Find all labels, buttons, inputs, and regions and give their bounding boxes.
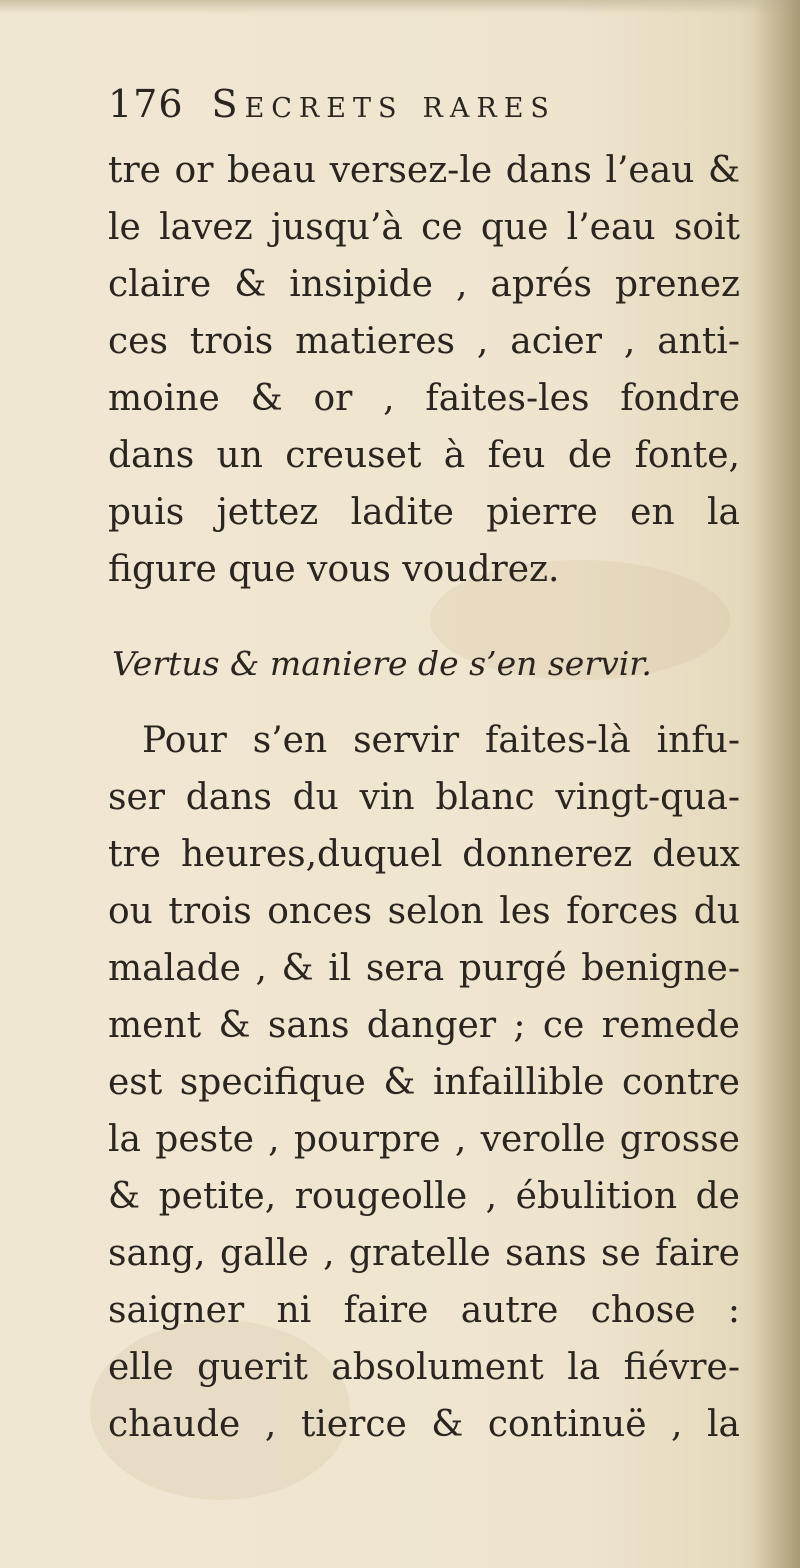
text-line: ou trois onces selon les forces du [108, 891, 740, 932]
spacer [108, 694, 740, 712]
text-block [108, 82, 740, 1453]
page-gutter-shadow [754, 0, 800, 1568]
text-line: ces trois matieres , acier , anti- [108, 321, 740, 362]
page-top-edge [0, 0, 800, 14]
text-line: le lavez jusqu’à ce que l’eau soit [108, 207, 740, 248]
text-line: puis jettez ladite pierre en la [108, 492, 740, 533]
text-line: malade , & il sera purgé benigne- [108, 948, 740, 989]
text-line: & petite, rougeolle , ébulition de [108, 1176, 740, 1217]
text-line: ser dans du vin blanc vingt-qua- [108, 777, 740, 818]
text-line: est specifique & infaillible contre [108, 1062, 740, 1103]
text-line: Pour s’en servir faites-là infu- [142, 720, 740, 761]
paragraph-2 [108, 712, 740, 1453]
running-title: Secrets rares [211, 82, 556, 126]
text-line: la peste , pourpre , verolle grosse [108, 1119, 740, 1160]
text-line: elle guerit absolument la fiévre- [108, 1347, 740, 1388]
section-subtitle: Vertus & maniere de s’en servir. [112, 644, 652, 683]
paragraph-1 [108, 142, 740, 598]
running-header [108, 82, 740, 142]
text-line: figure que vous voudrez. [108, 549, 560, 590]
spacer [108, 598, 740, 634]
text-line: claire & insipide , aprés prenez [108, 264, 740, 305]
text-line: moine & or , faites-les fondre [108, 378, 740, 419]
text-line: saigner ni faire autre chose : [108, 1290, 740, 1331]
page-number: 176 [108, 82, 184, 126]
text-line: tre or beau versez-le dans l’eau & [108, 150, 740, 191]
text-line: tre heures,duquel donnerez deux [108, 834, 740, 875]
text-line: ment & sans danger ; ce remede [108, 1005, 740, 1046]
text-line: dans un creuset à feu de fonte, [108, 435, 740, 476]
text-line: sang, galle , gratelle sans se faire [108, 1233, 740, 1274]
text-line: chaude , tierce & continuë , la [108, 1404, 740, 1445]
